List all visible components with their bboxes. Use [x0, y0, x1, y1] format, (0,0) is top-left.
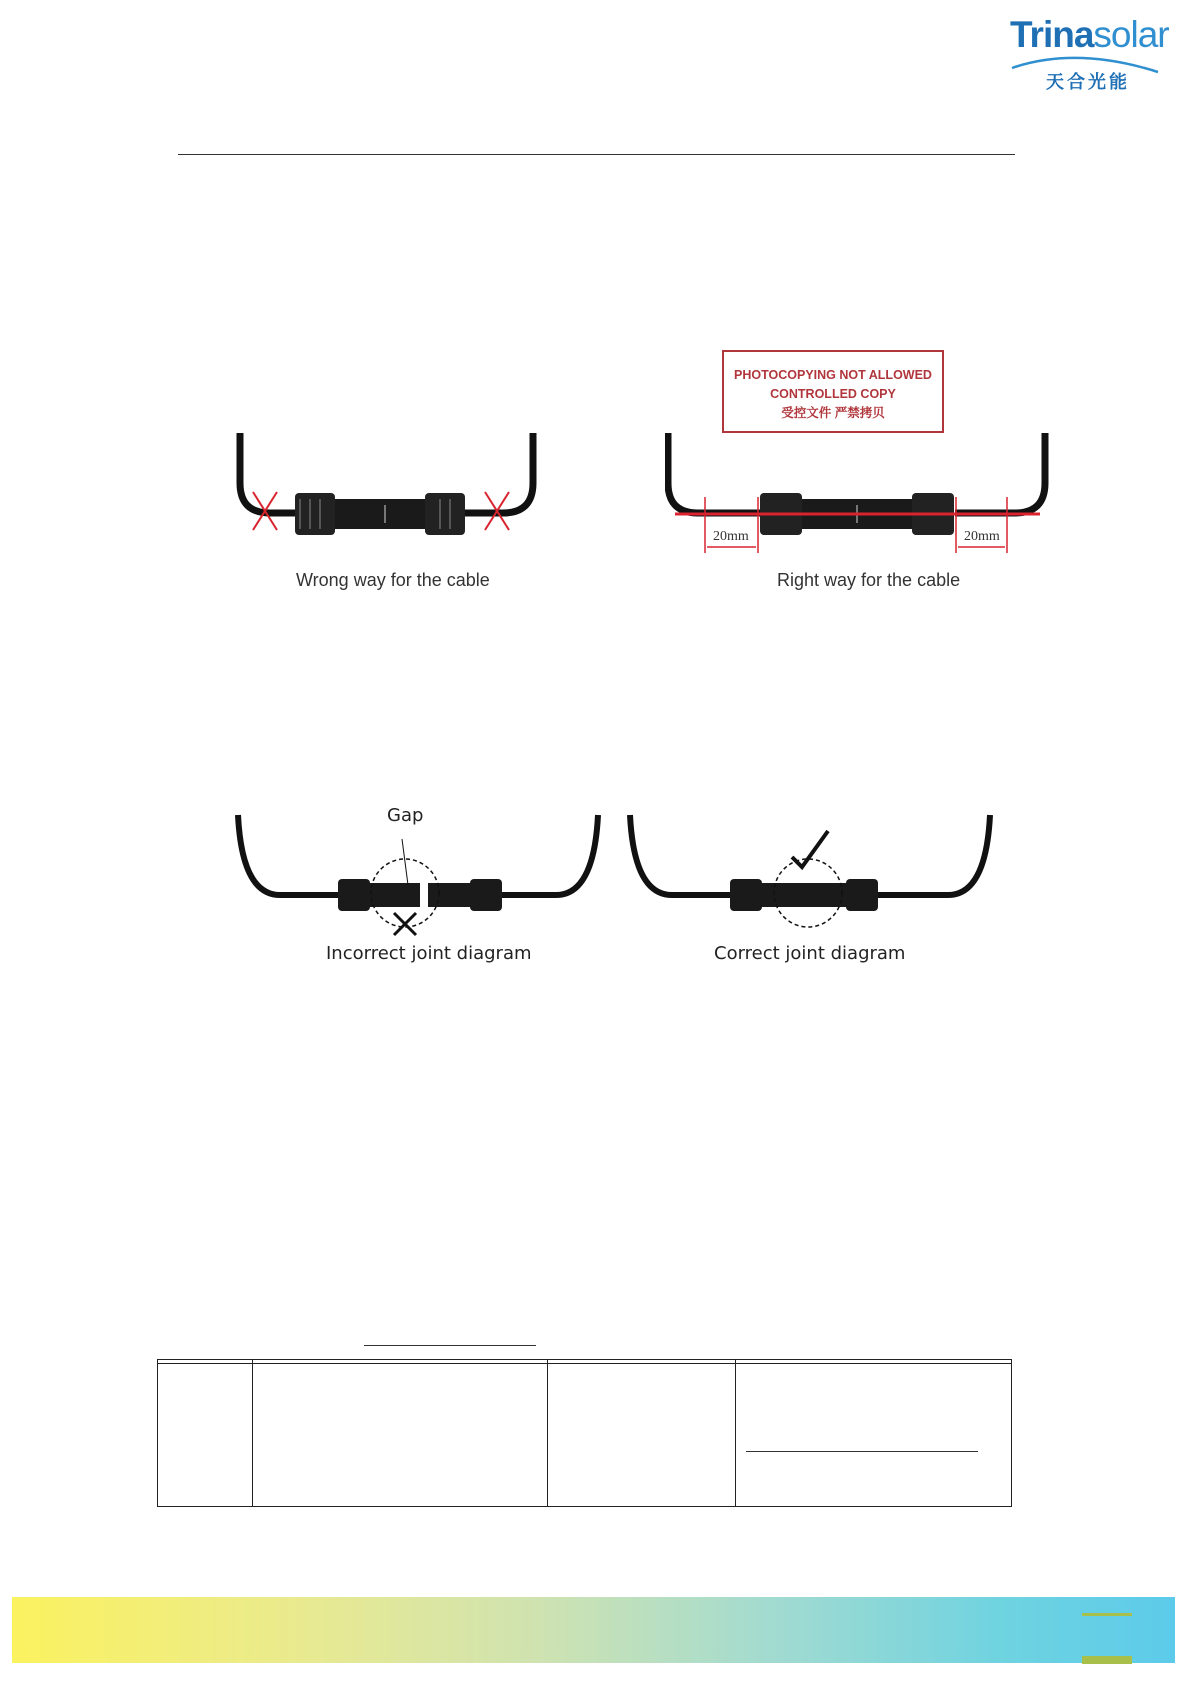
table-cell [736, 1364, 1012, 1507]
right-cable-figure [665, 425, 1055, 605]
approval-table [157, 1359, 1012, 1507]
correct-joint-caption: Correct joint diagram [714, 943, 906, 964]
table-cell [548, 1364, 736, 1507]
table-row [158, 1364, 1012, 1507]
correct-joint-illustration [622, 805, 1002, 945]
footer-gradient-bar [12, 1597, 1175, 1663]
logo-chinese: 天合光能 [1046, 72, 1130, 93]
footer-accent-top [1082, 1613, 1132, 1616]
wrong-cable-figure [225, 425, 545, 605]
stamp-line-2: CONTROLLED COPY [770, 387, 896, 401]
right-cable-illustration [665, 425, 1055, 575]
correct-check-icon [792, 831, 828, 867]
dimension-left-label: 20mm [713, 529, 749, 544]
wrong-cable-illustration [225, 425, 545, 575]
signature-line [364, 1345, 536, 1346]
right-cable-caption: Right way for the cable [777, 570, 961, 590]
logo-brand-suffix: solar [1093, 14, 1169, 55]
trina-solar-logo [1006, 12, 1169, 94]
table-signature-line [746, 1451, 978, 1452]
correct-joint-figure [622, 805, 1002, 975]
dimension-right-label: 20mm [964, 529, 1000, 544]
gap-label: Gap [387, 805, 424, 826]
table-cell [158, 1364, 253, 1507]
incorrect-joint-caption: Incorrect joint diagram [326, 943, 532, 964]
stamp-line-1: PHOTOCOPYING NOT ALLOWED [734, 368, 932, 382]
logo-brand: Trina [1010, 14, 1094, 55]
incorrect-joint-figure [230, 805, 610, 975]
wrong-cable-caption: Wrong way for the cable [296, 570, 490, 590]
incorrect-joint-illustration [230, 805, 610, 945]
stamp-line-3: 受控文件 严禁拷贝 [781, 406, 885, 420]
table-cell [253, 1364, 548, 1507]
header-divider [178, 154, 1015, 155]
controlled-copy-stamp [722, 350, 944, 433]
incorrect-x-icon [394, 913, 416, 935]
footer-accent-bottom [1082, 1656, 1132, 1664]
